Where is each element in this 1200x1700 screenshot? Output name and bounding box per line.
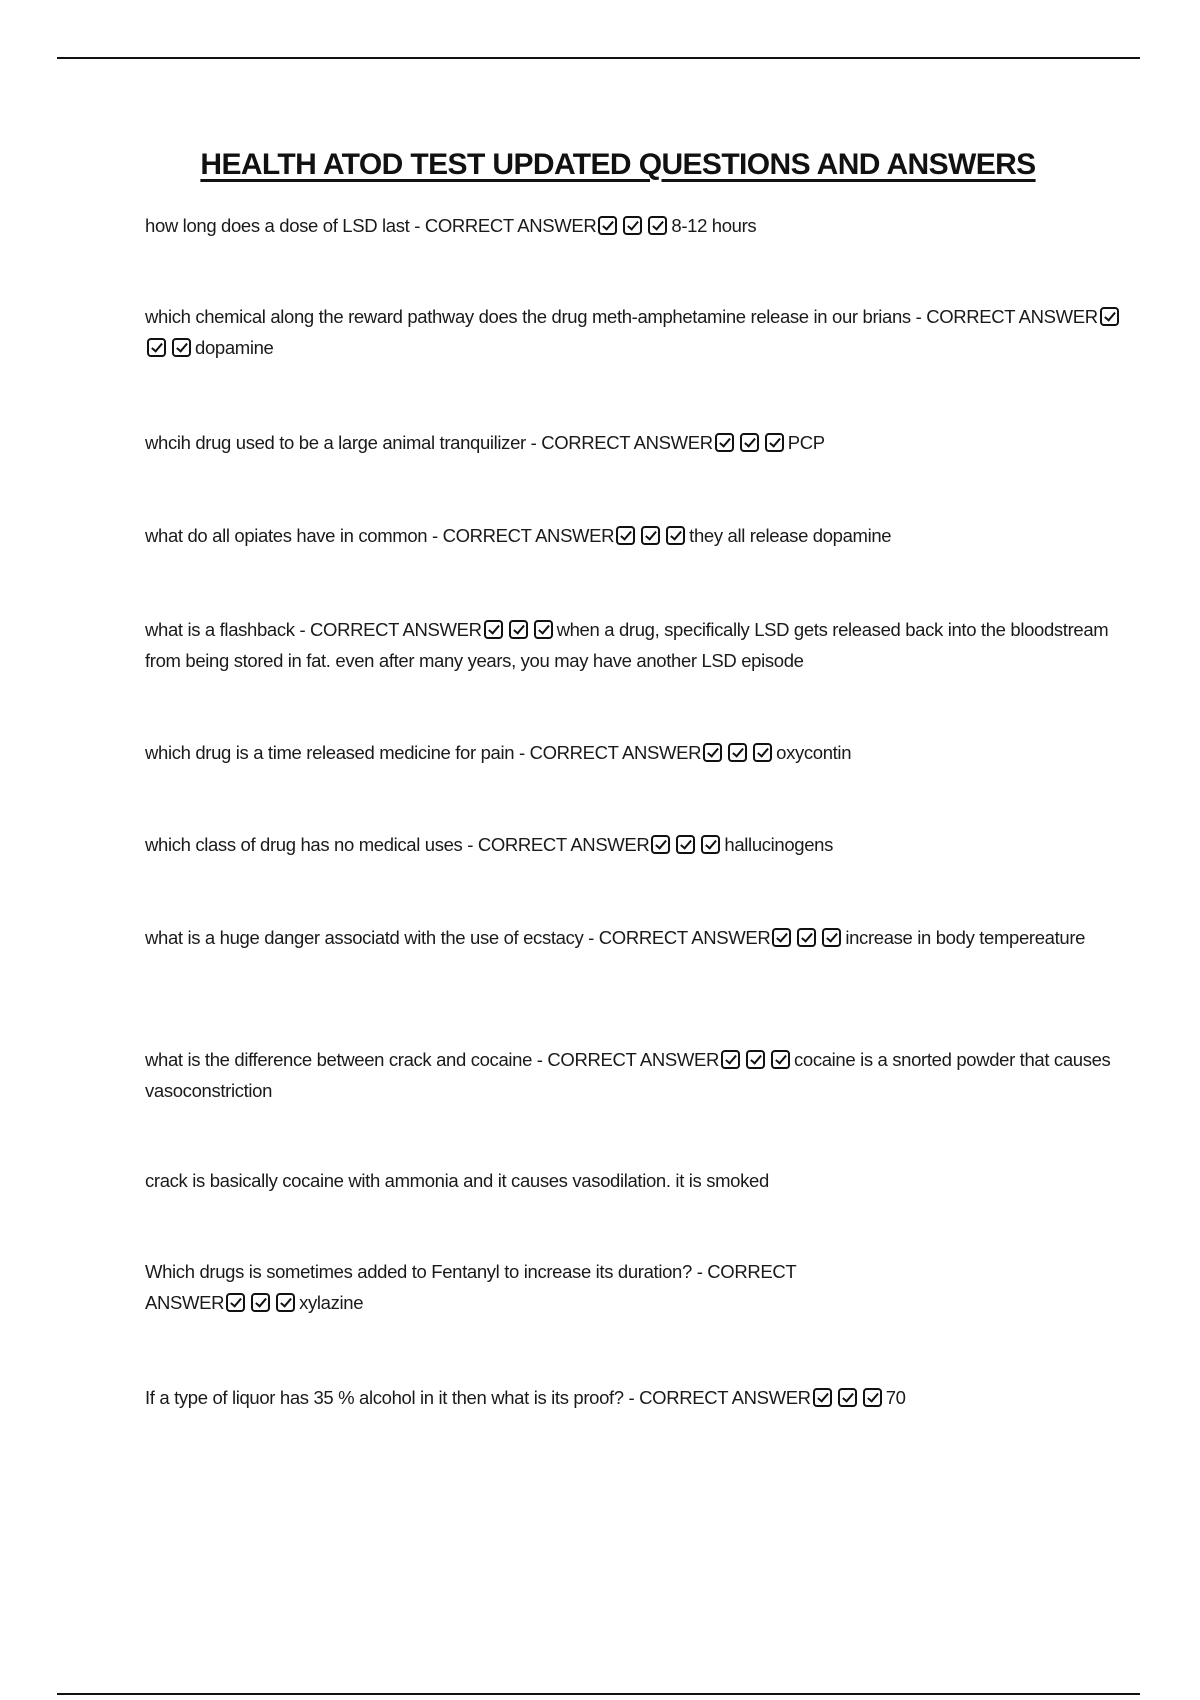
checkbox-check-icon xyxy=(797,928,816,947)
checkbox-check-icon xyxy=(651,835,670,854)
answer-text: increase in body tempereature xyxy=(845,927,1086,948)
question-text: what is a huge danger associatd with the use of ecstacy - xyxy=(145,927,599,948)
checkbox-check-icon xyxy=(534,620,553,639)
checkbox-check-icon xyxy=(746,1050,765,1069)
checkbox-check-icon xyxy=(753,743,772,762)
qa-item xyxy=(145,427,1145,458)
checkbox-check-icon xyxy=(703,743,722,762)
checkbox-check-icon xyxy=(715,433,734,452)
qa-item xyxy=(145,1256,1145,1318)
correct-answer-label: CORRECT ANSWER xyxy=(547,1049,719,1070)
question-text: which chemical along the reward pathway does the drug meth-amphetamine release in our brians - xyxy=(145,306,927,327)
checkbox-check-icon xyxy=(147,338,166,357)
qa-item xyxy=(145,737,1145,768)
checkbox-check-icon xyxy=(509,620,528,639)
answer-text: when a drug, specifically LSD gets released back into the bloodstream from being stored in fat. even after many years, you may have another LSD episode xyxy=(145,619,1109,671)
qa-item xyxy=(145,1044,1145,1106)
correct-answer-label: CORRECT ANSWER xyxy=(639,1387,811,1408)
answer-text: PCP xyxy=(787,432,825,453)
checkbox-check-icon xyxy=(484,620,503,639)
checkbox-check-icon xyxy=(701,835,720,854)
correct-answer-label: CORRECT ANSWER xyxy=(926,306,1098,327)
checkbox-check-icon xyxy=(666,526,685,545)
checkbox-check-icon xyxy=(863,1388,882,1407)
correct-answer-label: ANSWER xyxy=(145,1292,225,1313)
question-text: which drug is a time released medicine for pain - xyxy=(145,742,530,763)
correct-answer-label: CORRECT ANSWER xyxy=(598,927,771,948)
correct-answer-label: CORRECT ANSWER xyxy=(310,619,482,640)
correct-answer-label: CORRECT ANSWER xyxy=(477,834,650,855)
qa-item xyxy=(145,210,1145,241)
qa-item xyxy=(145,1165,1145,1196)
question-text: what is a flashback - xyxy=(145,619,311,640)
checkbox-check-icon xyxy=(598,216,617,235)
answer-text: dopamine xyxy=(195,337,274,358)
qa-item xyxy=(145,520,1145,551)
checkbox-check-icon xyxy=(623,216,642,235)
checkbox-check-icon xyxy=(616,526,635,545)
checkbox-check-icon xyxy=(226,1293,245,1312)
checkbox-check-icon xyxy=(648,216,667,235)
correct-answer-label: CORRECT ANSWER xyxy=(424,215,597,236)
checkbox-check-icon xyxy=(772,928,791,947)
qa-item xyxy=(145,301,1145,363)
qa-item xyxy=(145,614,1145,676)
answer-text: xylazine xyxy=(299,1292,364,1313)
answer-text: they all release dopamine xyxy=(689,525,892,546)
answer-text: 8-12 hours xyxy=(671,215,757,236)
document-title: HEALTH ATOD TEST UPDATED QUESTIONS AND ANSWERS xyxy=(200,148,1036,181)
checkbox-check-icon xyxy=(641,526,660,545)
correct-answer-label: CORRECT ANSWER xyxy=(541,432,713,453)
checkbox-check-icon xyxy=(813,1388,832,1407)
question-text: Which drugs is sometimes added to Fentanyl to increase its duration? - CORRECT xyxy=(145,1261,797,1282)
note-text: crack is basically cocaine with ammonia and it causes vasodilation. it is smoked xyxy=(145,1170,769,1191)
answer-text: 70 xyxy=(885,1387,906,1408)
checkbox-check-icon xyxy=(740,433,759,452)
top-rule xyxy=(57,57,1140,59)
question-text: how long does a dose of LSD last - xyxy=(145,215,425,236)
qa-item xyxy=(145,922,1145,953)
checkbox-check-icon xyxy=(251,1293,270,1312)
qa-item xyxy=(145,829,1145,860)
checkbox-check-icon xyxy=(172,338,191,357)
correct-answer-label: CORRECT ANSWER xyxy=(442,525,615,546)
bottom-rule xyxy=(57,1693,1140,1695)
qa-item xyxy=(145,1382,1145,1413)
checkbox-check-icon xyxy=(765,433,784,452)
answer-text: hallucinogens xyxy=(724,834,834,855)
checkbox-check-icon xyxy=(1100,307,1119,326)
checkbox-check-icon xyxy=(721,1050,740,1069)
question-text: If a type of liquor has 35 % alcohol in it then what is its proof? - xyxy=(145,1387,640,1408)
checkbox-check-icon xyxy=(771,1050,790,1069)
checkbox-check-icon xyxy=(728,743,747,762)
question-text: what is the difference between crack and cocaine - xyxy=(145,1049,548,1070)
answer-text: cocaine is a snorted powder that causes vasoconstriction xyxy=(145,1049,1111,1101)
question-text: what do all opiates have in common - xyxy=(145,525,443,546)
checkbox-check-icon xyxy=(822,928,841,947)
answer-text: oxycontin xyxy=(776,742,852,763)
correct-answer-label: CORRECT ANSWER xyxy=(529,742,702,763)
checkbox-check-icon xyxy=(676,835,695,854)
question-text: whcih drug used to be a large animal tranquilizer - xyxy=(145,432,542,453)
question-text: which class of drug has no medical uses - xyxy=(145,834,478,855)
checkbox-check-icon xyxy=(276,1293,295,1312)
checkbox-check-icon xyxy=(838,1388,857,1407)
